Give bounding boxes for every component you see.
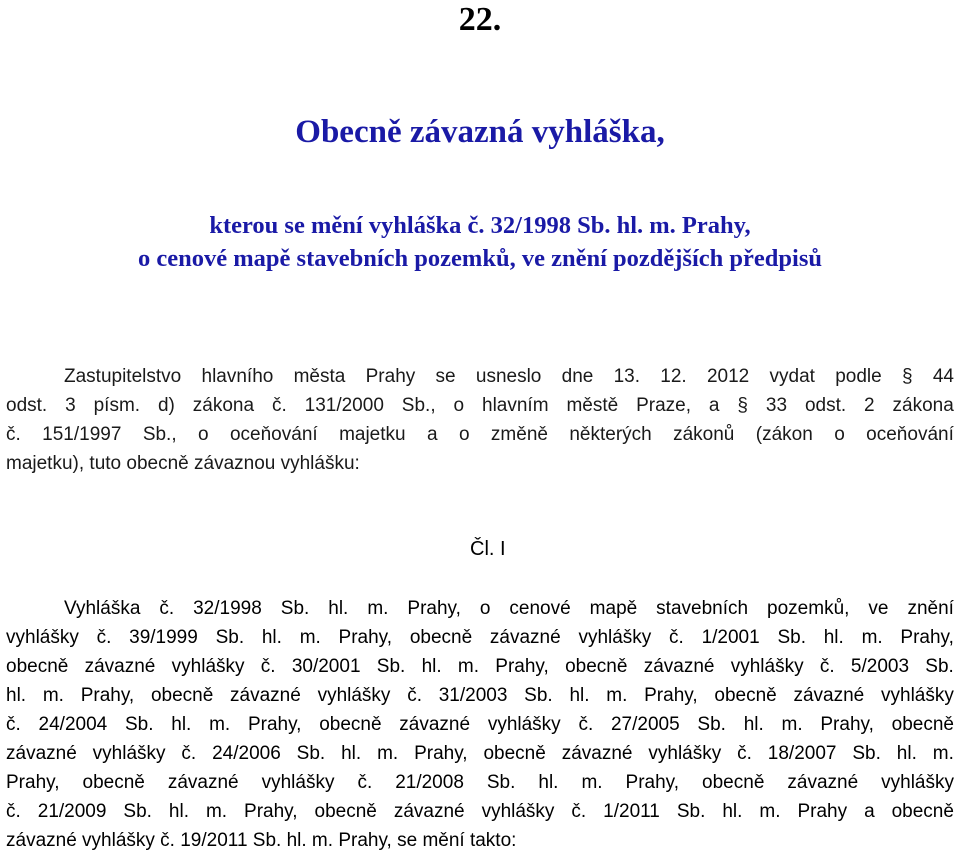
word: Sb. <box>215 627 245 648</box>
word: Prahy, <box>6 772 60 793</box>
word: závazné <box>793 685 865 706</box>
word: obecně <box>409 627 473 648</box>
word: vyhlášky <box>92 743 166 764</box>
word: 44 <box>932 366 954 387</box>
word: závazné <box>489 627 561 648</box>
word: vyhlášky <box>881 685 954 706</box>
word: Prahy, <box>407 598 461 619</box>
word: zákonů <box>673 424 735 445</box>
word: 31/2003 <box>438 685 508 706</box>
word: Prahy, <box>244 801 298 822</box>
word: závazné <box>393 801 465 822</box>
word: podle <box>835 366 882 387</box>
word: obecně <box>6 656 69 677</box>
word: obecně <box>319 714 382 735</box>
word: Sb. <box>280 598 310 619</box>
word: vydat <box>769 366 815 387</box>
word: o <box>198 424 209 445</box>
word: m. <box>457 656 480 677</box>
word: Sb. <box>486 772 516 793</box>
word: Sb. <box>296 743 326 764</box>
word: obecně <box>714 685 777 706</box>
word: č. <box>271 395 287 416</box>
word: Prahy, <box>414 743 468 764</box>
word: Prahy, <box>247 714 302 735</box>
word: 1/2001 <box>701 627 760 648</box>
subtitle-line: o cenové mapě stavebních pozemků, ve znění pozdějších předpisů <box>138 245 822 272</box>
word: Prahy, <box>900 627 954 648</box>
article-paragraph <box>6 594 954 855</box>
document-number: 22. <box>458 1 502 38</box>
word: obecně <box>82 772 145 793</box>
word: oceňování <box>866 424 954 445</box>
word: m. <box>861 627 883 648</box>
word: hl. <box>823 627 844 648</box>
word: znění <box>907 598 954 619</box>
word: m. <box>581 772 603 793</box>
word: 2 <box>864 395 875 416</box>
word: obecně <box>891 801 954 822</box>
word: 32/1998 <box>193 598 262 619</box>
article-line <box>6 710 954 739</box>
word: Prahy, <box>338 627 393 648</box>
word: obecně <box>314 801 377 822</box>
word: Sb. <box>123 801 152 822</box>
word: dne <box>561 366 594 387</box>
word: Prahy, <box>625 772 680 793</box>
word: oceňování <box>229 424 318 445</box>
word: Prahy, <box>80 685 135 706</box>
word: městě <box>566 395 619 416</box>
word: m. <box>205 801 228 822</box>
word: Sb. <box>524 685 553 706</box>
word: Praze, <box>636 395 692 416</box>
word: hlavním <box>482 395 549 416</box>
word: pozemků, <box>767 598 850 619</box>
word: m. <box>781 714 803 735</box>
word: hl. <box>722 801 743 822</box>
word: majetku <box>339 424 406 445</box>
word: Sb. <box>777 627 806 648</box>
article-line <box>6 797 954 826</box>
word: odst. <box>6 395 48 416</box>
word: 131/2000 <box>304 395 384 416</box>
word: některých <box>569 424 652 445</box>
article-line <box>6 652 954 681</box>
word: č. <box>159 598 175 619</box>
word: 24/2006 <box>212 743 281 764</box>
word: závazné <box>561 743 633 764</box>
word: závazné <box>84 656 156 677</box>
word: cenové <box>509 598 571 619</box>
word: 1/2011 <box>603 801 660 822</box>
word: Sb. <box>697 714 726 735</box>
word: č. <box>407 685 422 706</box>
word: o <box>453 395 465 416</box>
word: 151/1997 <box>42 424 122 445</box>
word: obecně <box>565 656 628 677</box>
word: hl. <box>168 801 189 822</box>
word: Prahy <box>365 366 416 387</box>
word: Sb., <box>401 395 436 416</box>
word: obecně <box>702 772 765 793</box>
word: hl. <box>261 627 282 648</box>
word: a <box>864 801 875 822</box>
document-subtitle <box>0 209 960 275</box>
word: č. <box>260 656 276 677</box>
word: závazné <box>399 714 471 735</box>
word: 39/1999 <box>129 627 198 648</box>
word: hl. <box>538 772 559 793</box>
word: m. <box>209 714 231 735</box>
article-line <box>6 768 954 797</box>
word: 18/2007 <box>767 743 837 764</box>
word: Sb. <box>124 714 154 735</box>
word: č. <box>357 772 373 793</box>
word: m. <box>377 743 399 764</box>
word: Prahy, <box>495 656 549 677</box>
article-line <box>6 623 954 652</box>
word: Sb. <box>925 656 954 677</box>
word: obecně <box>483 743 546 764</box>
word: obecně <box>150 685 214 706</box>
word: hl. <box>896 743 917 764</box>
word: o <box>479 598 491 619</box>
word: 5/2003 <box>850 656 910 677</box>
word: 2012 <box>706 366 750 387</box>
word: mapě <box>589 598 638 619</box>
word: 30/2001 <box>291 656 361 677</box>
word: Sb. <box>852 743 881 764</box>
word: hl. <box>421 656 442 677</box>
word: zákona <box>192 395 255 416</box>
word: hl. <box>171 714 192 735</box>
word: o <box>458 424 470 445</box>
word: 3 <box>65 395 76 416</box>
word: vyhlášky <box>481 801 555 822</box>
word: Sb. <box>676 801 706 822</box>
word: m. <box>932 743 954 764</box>
word: č. <box>571 801 587 822</box>
word: se <box>435 366 456 387</box>
word: d) <box>157 395 175 416</box>
article-heading: Čl. I <box>470 538 506 560</box>
word: vyhlášky <box>261 772 335 793</box>
word: m. <box>606 685 628 706</box>
word: m. <box>42 685 64 706</box>
word: Prahy, <box>644 685 698 706</box>
intro-paragraph <box>6 362 954 478</box>
intro-line: majetku), tuto obecně závaznou vyhlášku: <box>6 453 360 474</box>
word: č. <box>737 743 752 764</box>
word: č. <box>669 627 684 648</box>
word: vyhlášky <box>648 743 722 764</box>
word: a <box>426 424 438 445</box>
word: č. <box>96 627 112 648</box>
word: a <box>708 395 720 416</box>
word: 12. <box>660 366 687 387</box>
word: 27/2005 <box>610 714 680 735</box>
subtitle-line: kterou se mění vyhláška č. 32/1998 Sb. hl. m. Prahy, <box>209 212 751 239</box>
word: hl. <box>743 714 764 735</box>
word: (zákon <box>755 424 813 445</box>
word: hl. <box>328 598 349 619</box>
word: 24/2004 <box>38 714 108 735</box>
word: č. <box>6 424 21 445</box>
word: 33 <box>765 395 788 416</box>
word: stavebních <box>656 598 749 619</box>
word: Prahy, <box>820 714 874 735</box>
word: hl. <box>6 685 27 706</box>
document-title: Obecně závazná vyhláška, <box>295 114 665 150</box>
word: o <box>834 424 845 445</box>
word: 13. <box>613 366 641 387</box>
word: vyhlášky <box>578 627 652 648</box>
word: Sb., <box>142 424 177 445</box>
word: § <box>737 395 748 416</box>
word: hl. <box>341 743 362 764</box>
word: vyhlášky <box>881 772 954 793</box>
word: Prahy <box>797 801 848 822</box>
word: vyhlášky <box>487 714 561 735</box>
word: 21/2008 <box>395 772 464 793</box>
word: závazné <box>6 743 77 764</box>
word: vyhlášky <box>171 656 245 677</box>
word: zákona <box>892 395 954 416</box>
word: závazné <box>230 685 301 706</box>
word: vyhlášky <box>730 656 804 677</box>
word: č. <box>819 656 835 677</box>
intro-line <box>6 391 954 420</box>
article-line: závazné vyhlášky č. 19/2011 Sb. hl. m. Prahy, se mění takto: <box>6 830 517 851</box>
word: změně <box>490 424 548 445</box>
word: závazné <box>643 656 715 677</box>
word: m. <box>299 627 321 648</box>
word: č. <box>6 801 21 822</box>
word: obecně <box>891 714 954 735</box>
word: hl. <box>569 685 590 706</box>
article-line <box>6 739 954 768</box>
word: závazné <box>167 772 239 793</box>
word: Sb. <box>376 656 406 677</box>
article-line <box>6 681 954 710</box>
article-line <box>6 594 954 623</box>
word: 21/2009 <box>37 801 107 822</box>
word: odst. <box>804 395 847 416</box>
word: č. <box>578 714 594 735</box>
word: č. <box>6 714 21 735</box>
word: města <box>293 366 346 387</box>
word: m. <box>759 801 781 822</box>
word: závazné <box>787 772 859 793</box>
word: vyhlášky <box>6 627 79 648</box>
word: vyhlášky <box>317 685 391 706</box>
word: m. <box>367 598 389 619</box>
intro-line <box>6 362 954 391</box>
word: § <box>901 366 913 387</box>
word: usneslo <box>475 366 542 387</box>
word: písm. <box>93 395 141 416</box>
word: ve <box>868 598 889 619</box>
word: č. <box>181 743 197 764</box>
word: hlavního <box>201 366 274 387</box>
intro-line <box>6 420 954 449</box>
word: Zastupitelstvo <box>64 366 182 387</box>
word: Vyhláška <box>64 598 141 619</box>
